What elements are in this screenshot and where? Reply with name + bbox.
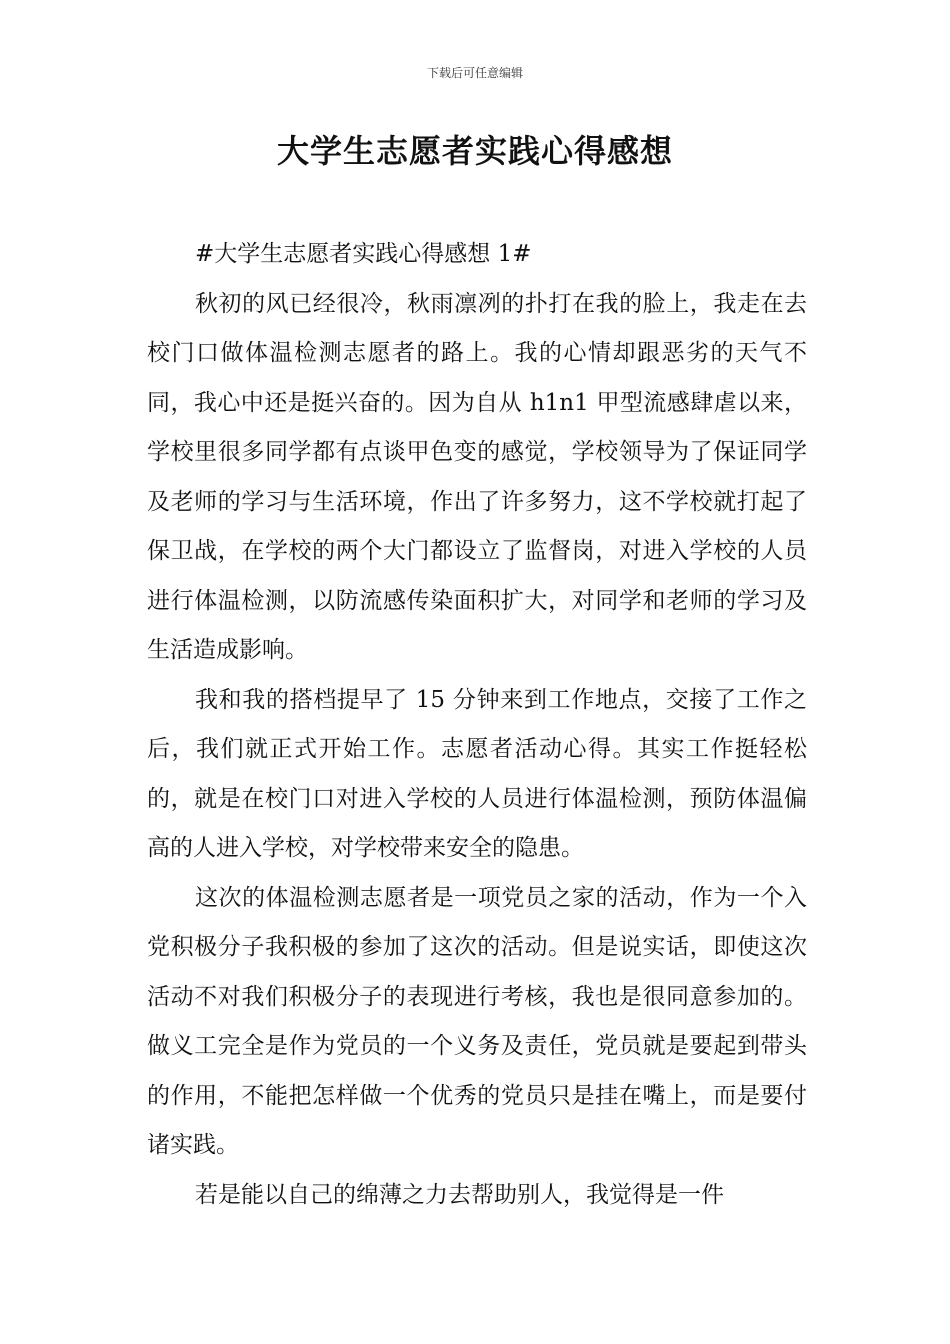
- paragraph-2: 我和我的搭档提早了 15 分钟来到工作地点，交接了工作之后，我们就正式开始工作。志愿者活动心得。其实工作挺轻松的，就是在校门口对进入学校的人员进行体温检测，预防体温偏高的人进入学校，对学校带来安全的隐患。: [147, 686, 807, 861]
- paragraph-4: 若是能以自己的绵薄之力去帮助别人，我觉得是一件: [195, 1181, 724, 1208]
- paragraph-3: 这次的体温检测志愿者是一项党员之家的活动，作为一个入党积极分子我积极的参加了这次的活动。但是说实话，即使这次活动不对我们积极分子的表现进行考核，我也是很同意参加的。做义工完全是作为党员的一个义务及责任，党员就是要起到带头的作用，不能把怎样做一个优秀的党员只是挂在嘴上，而是要付诸实践。: [147, 884, 807, 1158]
- document-body: [147, 230, 807, 1220]
- document-title: 大学生志愿者实践心得感想: [276, 132, 673, 170]
- section-heading: #大学生志愿者实践心得感想 1#: [195, 241, 532, 267]
- paragraph-1: 秋初的风已经很冷，秋雨凛冽的扑打在我的脸上，我走在去校门口做体温检测志愿者的路上。我的心情却跟恶劣的天气不同，我心中还是挺兴奋的。因为自从 h1n1 甲型流感肆虐以来，学校里很多同学都有点谈甲色变的感觉，学校领导为了保证同学及老师的学习与生活环境，作出了许多努力，这不学校就打起了保卫战，在学校的两个大门都设立了监督岗，对进入学校的人员进行体温检测，以防流感传染面积扩大，对同学和老师的学习及生活造成影响。: [147, 290, 807, 663]
- header-note: 下载后可任意编辑: [426, 66, 523, 80]
